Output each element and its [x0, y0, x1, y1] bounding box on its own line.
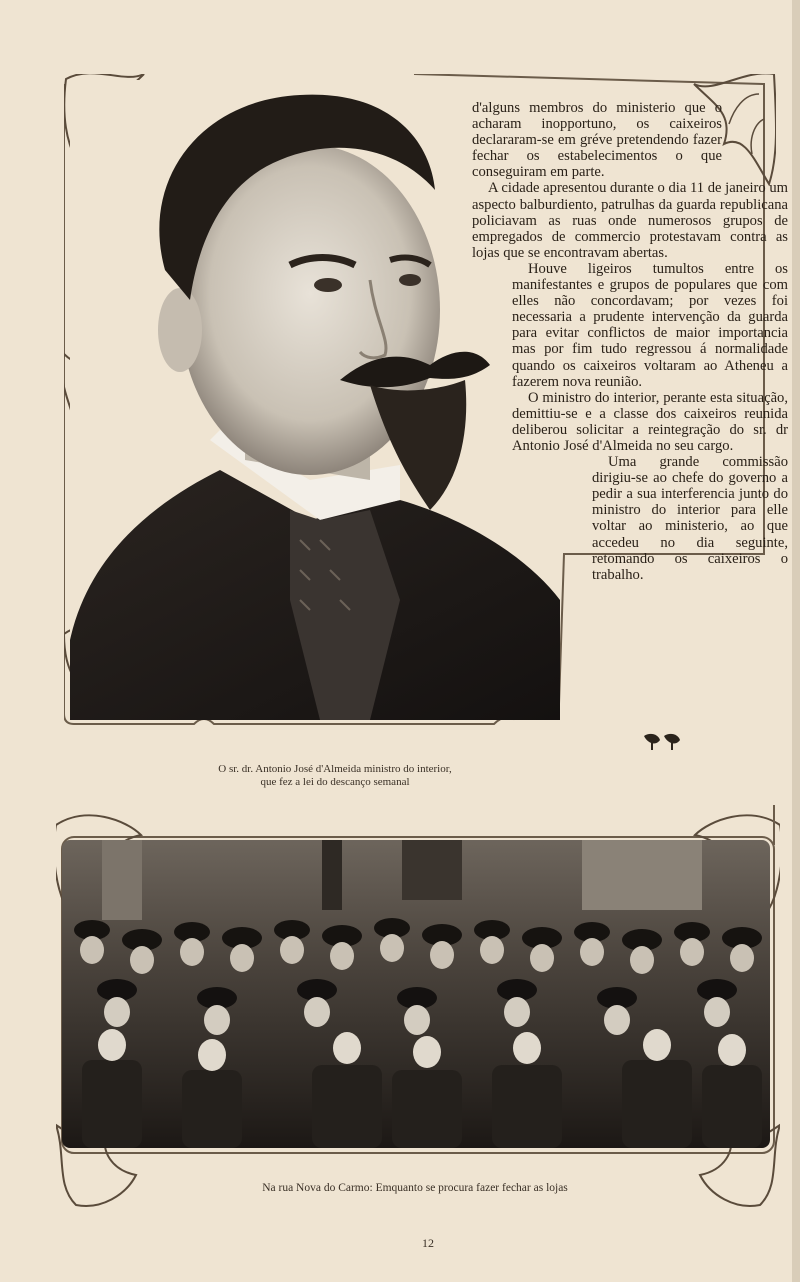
article-paragraph: Uma grande commissão dirigiu-se ao chefe do governo a pedir a sua interferencia junto do ministro do interior para elle voltar ao ministerio, ao que accedeu no dia seguinte, retomando os caixeiros o trabalho. [592, 454, 788, 583]
portrait-caption-line: O sr. dr. Antonio José d'Almeida ministro do interior, [218, 763, 452, 775]
crowd-caption: Na rua Nova do Carmo: Emquanto se procura fazer fechar as lojas [262, 1182, 568, 1194]
article-paragraph: Houve ligeiros tumultos entre os manifestantes e grupos de populares que com elles não concordavam; por vezes foi necessaria a prudente intervenção da guarda para evitar conflictos de maior importancia mas por fim tudo regressou á normalidade quando os caixeiros voltaram ao Atheneu a fazerem nova reunião. [512, 260, 788, 390]
article-paragraph: d'alguns membros do ministerio que o acharam inopportuno, os caixeiros declararam-se em gréve pretendendo fazer fechar os estabelecimentos o que conseguiram em parte. [472, 100, 722, 181]
page-number: 12 [422, 1236, 434, 1250]
article-paragraph: O ministro do interior, perante esta situação, demittiu-se e a classe dos caixeiros reunida deliberou solicitar a reintegração do sr. dr Antonio José d'Almeida no seu cargo. [512, 389, 788, 454]
page-edge [792, 0, 800, 1282]
article-body [472, 100, 788, 583]
portrait-caption [150, 763, 520, 789]
crowd-image [62, 840, 770, 1148]
crowd-photo [62, 840, 770, 1148]
article-paragraph: A cidade apresentou durante o dia 11 de janeiro um aspecto balburdiento, patrulhas da guarda republicana policiavam as ruas onde numerosos grupos de empregados de commercio protestavam contra as lojas que se encontravam abertas. [472, 180, 788, 261]
portrait-caption-line: que fez a lei do descanço semanal [260, 776, 410, 788]
leaf-ornament-icon [640, 732, 684, 752]
